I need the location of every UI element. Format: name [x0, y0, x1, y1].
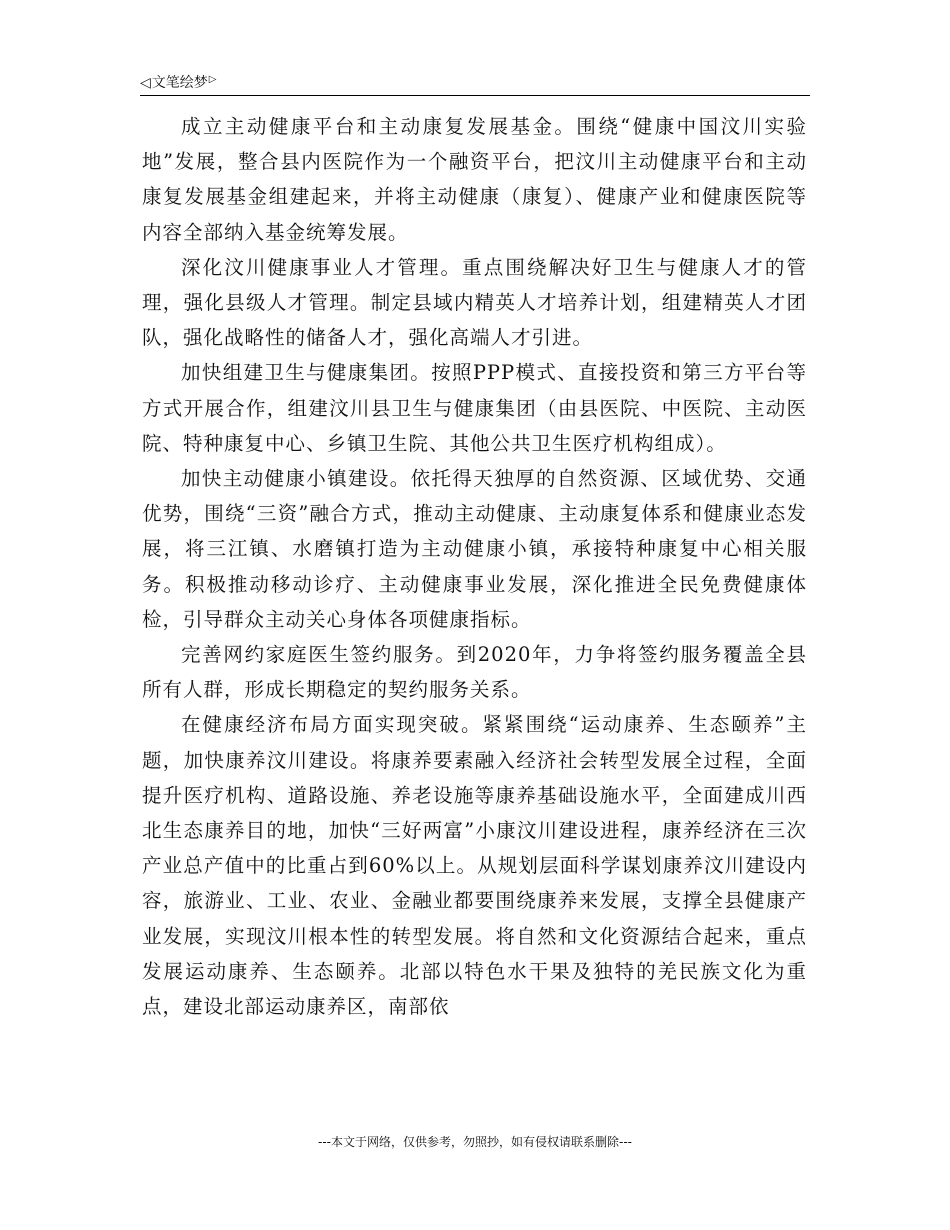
footer-disclaimer: ---本文于网络，仅供参考，勿照抄，如有侵权请联系删除---: [318, 1135, 632, 1149]
paragraph-talent-management: 深化汶川健康事业人才管理。重点围绕解决好卫生与健康人才的管理，强化县级人才管理。制定县域内精英人才培养计划，组建精英人才团队，强化战略性的储备人才，强化高端人才引进。: [142, 255, 807, 350]
paragraph-health-town: 加快主动健康小镇建设。依托得天独厚的自然资源、区域优势、交通优势，围绕“三资”融合方式，推动主动健康、主动康复体系和健康业态发展，将三江镇、水磨镇打造为主动健康小镇，承接特种康复中心相关服务。积极推动移动诊疗、主动健康事业发展，深化推进全民免费健康体检，引导群众主动关心身体各项健康指标。: [142, 467, 807, 631]
paragraph-health-economy: 在健康经济布局方面实现突破。紧紧围绕“运动康养、生态颐养”主题，加快康养汶川建设。将康养要素融入经济社会转型发展全过程，全面提升医疗机构、道路设施、养老设施等康养基础设施水平，全面建成川西北生态康养目的地，加快“三好两富”小康汶川建设进程，康养经济在三次产业总产值中的比重占到60%以上。从规划层面科学谋划康养汶川建设内容，旅游业、工业、农业、金融业都要围绕康养来发展，支撑全县健康产业发展，实现汶川根本性的转型发展。将自然和文化资源结合起来，重点发展运动康养、生态颐养。北部以特色水干果及独特的羌民族文化为重点，建设北部运动康养区，南部依: [142, 713, 807, 1019]
triangle-left-icon: ◁: [140, 75, 151, 91]
paragraph-health-platform: 成立主动健康平台和主动康复发展基金。围绕“健康中国汶川实验地”发展，整合县内医院作为一个融资平台，把汶川主动健康平台和主动康复发展基金组建起来，并将主动健康（康复）、健康产业和健康医院等内容全部纳入基金统筹发展。: [142, 115, 807, 244]
header-brand: [140, 74, 216, 92]
paragraph-family-doctor: 完善网约家庭医生签约服务。到2020年，力争将签约服务覆盖全县所有人群，形成长期稳定的契约服务关系。: [142, 643, 807, 702]
triangle-right-icon: ▷: [208, 74, 217, 85]
page-header: [140, 72, 810, 96]
header-divider: [140, 95, 810, 96]
document-body: [142, 109, 807, 1024]
header-brand-label: 文笔绘梦: [151, 75, 208, 91]
paragraph-health-group: 加快组建卫生与健康集团。按照PPP模式、直接投资和第三方平台等方式开展合作，组建汶川县卫生与健康集团（由县医院、中医院、主动医院、特种康复中心、乡镇卫生院、其他公共卫生医疗机构组成）。: [142, 361, 807, 455]
